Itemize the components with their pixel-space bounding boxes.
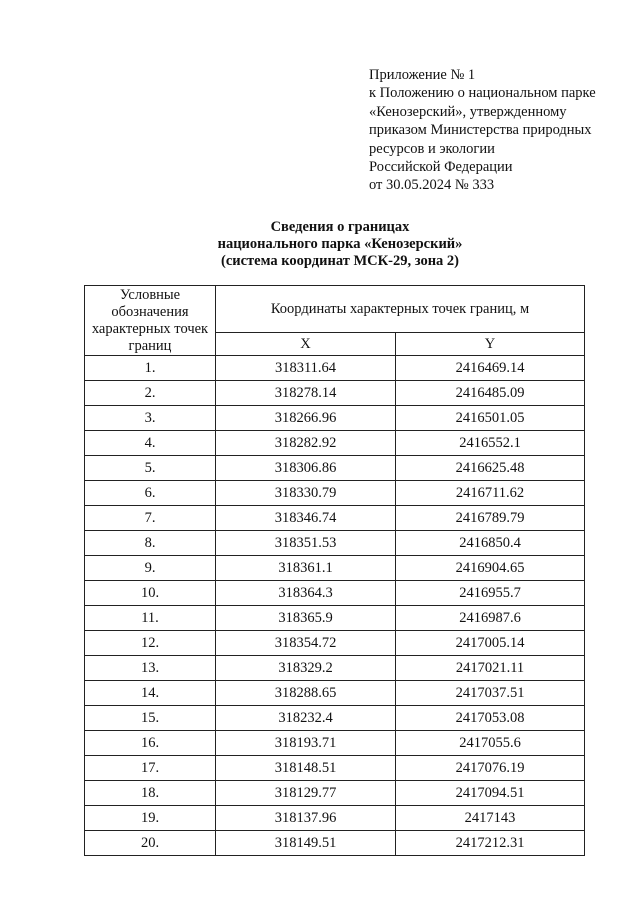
- table-row: [85, 381, 585, 406]
- header-points: Условные обозначения характерных точек границ: [85, 286, 216, 356]
- header-coordinates: Координаты характерных точек границ, м: [216, 286, 585, 333]
- point-number-cell: 20.: [85, 831, 216, 856]
- document-title: [140, 219, 540, 270]
- point-number-cell: 18.: [85, 781, 216, 806]
- appendix-block: [369, 66, 619, 195]
- x-coordinate-cell: 318364.3: [216, 581, 396, 606]
- point-number-cell: 5.: [85, 456, 216, 481]
- y-coordinate-cell: 2417076.19: [396, 756, 585, 781]
- y-coordinate-cell: 2417055.6: [396, 731, 585, 756]
- point-number-cell: 11.: [85, 606, 216, 631]
- y-coordinate-cell: 2416955.7: [396, 581, 585, 606]
- header-y: Y: [396, 333, 585, 356]
- point-number-cell: 17.: [85, 756, 216, 781]
- x-coordinate-cell: 318278.14: [216, 381, 396, 406]
- y-coordinate-cell: 2417053.08: [396, 706, 585, 731]
- x-coordinate-cell: 318311.64: [216, 356, 396, 381]
- title-line: Сведения о границах: [270, 219, 410, 235]
- x-coordinate-cell: 318193.71: [216, 731, 396, 756]
- point-number-cell: 7.: [85, 506, 216, 531]
- table-row: [85, 706, 585, 731]
- header-x: X: [216, 333, 396, 356]
- table-row: [85, 606, 585, 631]
- point-number-cell: 1.: [85, 356, 216, 381]
- table-row: [85, 431, 585, 456]
- table-row: [85, 656, 585, 681]
- y-coordinate-cell: 2416469.14: [396, 356, 585, 381]
- y-coordinate-cell: 2416485.09: [396, 381, 585, 406]
- point-number-cell: 9.: [85, 556, 216, 581]
- appendix-line: от 30.05.2024 № 333: [369, 177, 495, 194]
- table-row: [85, 806, 585, 831]
- table-row: [85, 356, 585, 381]
- appendix-line: Приложение № 1: [369, 67, 476, 83]
- x-coordinate-cell: 318129.77: [216, 781, 396, 806]
- coordinates-table: [84, 285, 585, 856]
- y-coordinate-cell: 2416552.1: [396, 431, 585, 456]
- table-body: [85, 356, 585, 856]
- y-coordinate-cell: 2416501.05: [396, 406, 585, 431]
- y-coordinate-cell: 2417021.11: [396, 656, 585, 681]
- x-coordinate-cell: 318354.72: [216, 631, 396, 656]
- x-coordinate-cell: 318351.53: [216, 531, 396, 556]
- point-number-cell: 13.: [85, 656, 216, 681]
- y-coordinate-cell: 2417005.14: [396, 631, 585, 656]
- y-coordinate-cell: 2417212.31: [396, 831, 585, 856]
- x-coordinate-cell: 318306.86: [216, 456, 396, 481]
- x-coordinate-cell: 318329.2: [216, 656, 396, 681]
- point-number-cell: 6.: [85, 481, 216, 506]
- x-coordinate-cell: 318148.51: [216, 756, 396, 781]
- point-number-cell: 4.: [85, 431, 216, 456]
- y-coordinate-cell: 2416625.48: [396, 456, 585, 481]
- appendix-line: приказом Министерства природных: [369, 122, 592, 139]
- appendix-line: Российской Федерации: [369, 159, 513, 176]
- table-row: [85, 481, 585, 506]
- appendix-line: «Кенозерский», утвержденному: [369, 103, 567, 120]
- point-number-cell: 16.: [85, 731, 216, 756]
- appendix-line: к Положению о национальном парке: [369, 85, 596, 102]
- appendix-line: ресурсов и экологии: [369, 140, 495, 157]
- table-row: [85, 631, 585, 656]
- table-row: [85, 756, 585, 781]
- y-coordinate-cell: 2416987.6: [396, 606, 585, 631]
- point-number-cell: 19.: [85, 806, 216, 831]
- point-number-cell: 8.: [85, 531, 216, 556]
- point-number-cell: 14.: [85, 681, 216, 706]
- table-row: [85, 506, 585, 531]
- x-coordinate-cell: 318149.51: [216, 831, 396, 856]
- table-row: [85, 831, 585, 856]
- table-row: [85, 581, 585, 606]
- x-coordinate-cell: 318330.79: [216, 481, 396, 506]
- title-line: национального парка «Кенозерский»: [217, 236, 463, 252]
- y-coordinate-cell: 2417037.51: [396, 681, 585, 706]
- y-coordinate-cell: 2417094.51: [396, 781, 585, 806]
- x-coordinate-cell: 318282.92: [216, 431, 396, 456]
- point-number-cell: 12.: [85, 631, 216, 656]
- y-coordinate-cell: 2417143: [396, 806, 585, 831]
- point-number-cell: 15.: [85, 706, 216, 731]
- x-coordinate-cell: 318365.9: [216, 606, 396, 631]
- point-number-cell: 2.: [85, 381, 216, 406]
- title-line: (система координат МСК-29, зона 2): [220, 253, 460, 269]
- x-coordinate-cell: 318361.1: [216, 556, 396, 581]
- table-row: [85, 681, 585, 706]
- table-row: [85, 456, 585, 481]
- point-number-cell: 10.: [85, 581, 216, 606]
- y-coordinate-cell: 2416711.62: [396, 481, 585, 506]
- table-row: [85, 531, 585, 556]
- x-coordinate-cell: 318288.65: [216, 681, 396, 706]
- x-coordinate-cell: 318232.4: [216, 706, 396, 731]
- point-number-cell: 3.: [85, 406, 216, 431]
- x-coordinate-cell: 318137.96: [216, 806, 396, 831]
- table-row: [85, 781, 585, 806]
- y-coordinate-cell: 2416789.79: [396, 506, 585, 531]
- table-row: [85, 731, 585, 756]
- table-row: [85, 406, 585, 431]
- table-row: [85, 556, 585, 581]
- y-coordinate-cell: 2416904.65: [396, 556, 585, 581]
- y-coordinate-cell: 2416850.4: [396, 531, 585, 556]
- x-coordinate-cell: 318346.74: [216, 506, 396, 531]
- x-coordinate-cell: 318266.96: [216, 406, 396, 431]
